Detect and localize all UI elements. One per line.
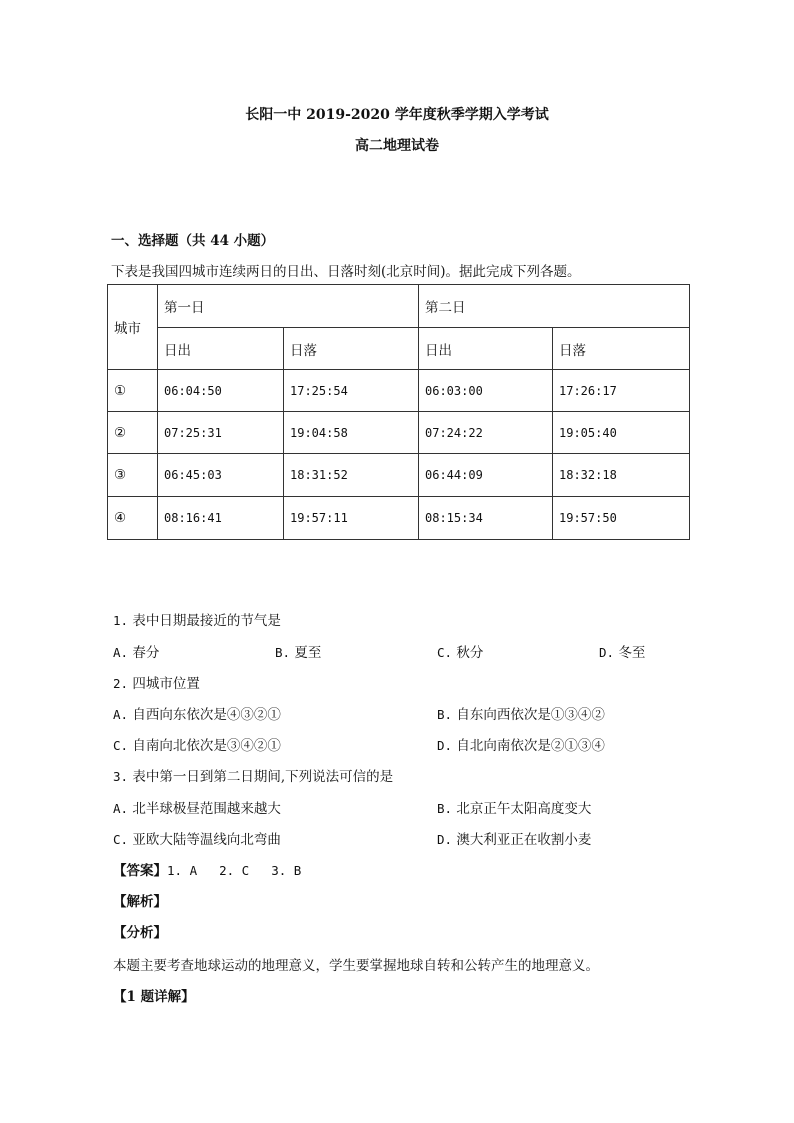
answer-item: 2. C	[219, 863, 250, 878]
option-3d	[437, 828, 591, 848]
option-2a	[113, 703, 281, 723]
day1-header: 第一日	[158, 285, 419, 328]
option-1a	[113, 641, 159, 661]
option-key: C.	[437, 645, 453, 660]
option-text: 澳大利亚正在收割小麦	[456, 832, 592, 848]
time-cell: 07:25:31	[158, 412, 284, 454]
option-key: A.	[113, 707, 129, 722]
option-text: 亚欧大陆等温线向北弯曲	[132, 832, 281, 848]
section-intro: 下表是我国四城市连续两日的日出、日落时刻(北京时间)。据此完成下列各题。	[111, 264, 581, 280]
time-cell: 07:24:22	[419, 412, 553, 454]
time-cell: 17:26:17	[553, 370, 690, 412]
fenxi-label: 【分析】	[113, 925, 167, 941]
option-key: C.	[113, 832, 129, 847]
option-text: 秋分	[456, 645, 484, 661]
question-number: 3.	[113, 769, 129, 784]
option-text: 春分	[132, 645, 160, 661]
option-1b	[275, 641, 321, 661]
answer-item: 1. A	[167, 863, 198, 878]
option-2b	[437, 703, 605, 723]
detail-1-label: 【1 题详解】	[113, 989, 195, 1005]
time-cell: 19:05:40	[553, 412, 690, 454]
table-row	[108, 497, 690, 540]
time-cell: 06:04:50	[158, 370, 284, 412]
city-cell: ①	[108, 370, 158, 412]
option-text: 自西向东依次是④③②①	[132, 707, 281, 723]
question-1	[113, 609, 281, 629]
option-key: B.	[275, 645, 291, 660]
option-2c	[113, 734, 281, 754]
section-heading: 一、选择题（共 44 小题）	[111, 233, 275, 249]
time-cell: 18:31:52	[284, 454, 419, 497]
table-row	[108, 454, 690, 497]
exam-title: 长阳一中 2019-2020 学年度秋季学期入学考试	[245, 107, 549, 123]
option-2d	[437, 734, 605, 754]
day1-sunrise-header: 日出	[158, 328, 284, 370]
option-text: 北半球极昼范围越来越大	[132, 801, 281, 817]
time-cell: 19:57:50	[553, 497, 690, 540]
question-stem: 表中日期最接近的节气是	[132, 613, 281, 629]
option-text: 北京正午太阳高度变大	[456, 801, 592, 817]
city-cell: ②	[108, 412, 158, 454]
option-1d	[599, 641, 645, 661]
answer-label: 【答案】	[113, 863, 167, 879]
option-1c	[437, 641, 483, 661]
option-key: C.	[113, 738, 129, 753]
option-key: B.	[437, 707, 453, 722]
option-3c	[113, 828, 281, 848]
question-3	[113, 765, 393, 785]
day2-sunrise-header: 日出	[419, 328, 553, 370]
question-number: 1.	[113, 613, 129, 628]
table-row	[108, 412, 690, 454]
time-cell: 19:04:58	[284, 412, 419, 454]
day2-sunset-header: 日落	[553, 328, 690, 370]
sunrise-sunset-table	[107, 284, 690, 540]
question-number: 2.	[113, 676, 129, 691]
time-cell: 06:44:09	[419, 454, 553, 497]
time-cell: 18:32:18	[553, 454, 690, 497]
time-cell: 19:57:11	[284, 497, 419, 540]
time-cell: 06:45:03	[158, 454, 284, 497]
city-cell: ④	[108, 497, 158, 540]
day1-sunset-header: 日落	[284, 328, 419, 370]
option-text: 自北向南依次是②①③④	[456, 738, 605, 754]
exam-subtitle: 高二地理试卷	[355, 138, 439, 154]
city-header: 城市	[108, 285, 158, 370]
option-key: D.	[599, 645, 615, 660]
option-3a	[113, 797, 281, 817]
option-text: 夏至	[294, 645, 322, 661]
question-stem: 四城市位置	[132, 676, 200, 692]
option-key: B.	[437, 801, 453, 816]
table-row	[108, 370, 690, 412]
option-key: D.	[437, 738, 453, 753]
option-text: 冬至	[618, 645, 646, 661]
option-3b	[437, 797, 591, 817]
option-key: A.	[113, 801, 129, 816]
option-key: A.	[113, 645, 129, 660]
question-stem: 表中第一日到第二日期间,下列说法可信的是	[132, 769, 394, 785]
jiexi-label: 【解析】	[113, 894, 167, 910]
time-cell: 08:15:34	[419, 497, 553, 540]
city-cell: ③	[108, 454, 158, 497]
option-text: 自南向北依次是③④②①	[132, 738, 281, 754]
analysis-text: 本题主要考查地球运动的地理意义，学生要掌握地球自转和公转产生的地理意义。	[113, 958, 599, 974]
question-2	[113, 672, 200, 692]
option-text: 自东向西依次是①③④②	[456, 707, 605, 723]
option-key: D.	[437, 832, 453, 847]
time-cell: 08:16:41	[158, 497, 284, 540]
answer-item: 3. B	[271, 863, 302, 878]
time-cell: 17:25:54	[284, 370, 419, 412]
time-cell: 06:03:00	[419, 370, 553, 412]
answer-line	[113, 859, 301, 879]
day2-header: 第二日	[419, 285, 690, 328]
